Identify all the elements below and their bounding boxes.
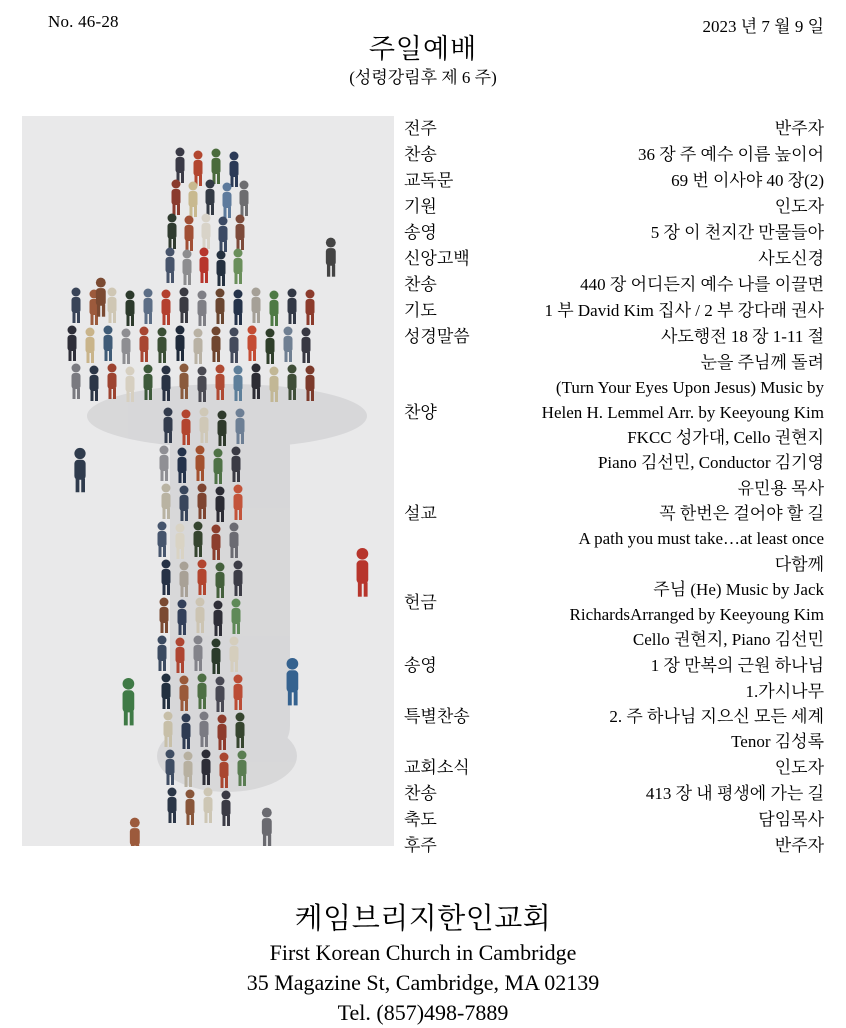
- order-label: 송영: [404, 656, 437, 675]
- order-value: 인도자: [774, 197, 824, 216]
- order-value-line: FKCC 성가대, Cello 권현지: [627, 428, 824, 447]
- order-value-line: Tenor 김성록: [731, 732, 824, 751]
- order-label: 찬송: [404, 784, 437, 803]
- order-row: [404, 220, 824, 245]
- order-value-line: A path you must take…at least once: [578, 529, 824, 548]
- order-value: 5 장 이 천지간 만물들아: [650, 223, 824, 242]
- order-row: [404, 324, 824, 349]
- order-label: 신앙고백: [404, 249, 470, 268]
- order-label: 전주: [404, 119, 437, 138]
- order-value-line: 꼭 한번은 걸어야 할 길: [659, 504, 824, 523]
- order-row: [404, 807, 824, 832]
- order-value: 69 번 이사야 40 장(2): [671, 171, 824, 190]
- order-row: [404, 142, 824, 167]
- order-label: 성경말씀: [404, 327, 470, 346]
- church-address: 35 Magazine St, Cambridge, MA 02139: [246, 970, 600, 995]
- order-value-line: 유민용 목사: [737, 479, 824, 498]
- order-value: 36 장 주 예수 이름 높이어: [637, 145, 824, 164]
- order-row: [404, 476, 824, 551]
- order-value-line: Piano 김선민, Conductor 김기영: [597, 453, 824, 472]
- order-label: 축도: [404, 810, 437, 829]
- order-label: 기원: [404, 197, 437, 216]
- bulletin-date: 2023 년 7 월 9 일: [702, 17, 824, 36]
- order-value-line: Cello 권현지, Piano 김선민: [632, 630, 824, 649]
- church-footer: [0, 900, 846, 1028]
- order-label: 기도: [404, 301, 437, 320]
- order-value: [445, 350, 824, 475]
- order-row: [404, 116, 824, 141]
- order-of-worship: [404, 116, 824, 859]
- order-value-line: (Turn Your Eyes Upon Jesus) Music by: [555, 378, 824, 397]
- order-label: 설교: [404, 504, 437, 523]
- order-label: 교독문: [404, 171, 454, 190]
- order-label: 찬양: [404, 403, 437, 422]
- order-row: [404, 246, 824, 271]
- page-title: 주일예배: [368, 34, 478, 64]
- order-value: [445, 476, 824, 551]
- order-label: 후주: [404, 836, 437, 855]
- order-value-line: 1.가시나무: [745, 682, 824, 701]
- order-row: [404, 298, 824, 323]
- order-value: 인도자: [774, 758, 824, 777]
- order-value: 반주자: [774, 836, 824, 855]
- order-row: [404, 552, 824, 652]
- order-row: [404, 272, 824, 297]
- issue-number: No. 46-28: [48, 12, 119, 31]
- order-value-line: RichardsArranged by Keeyoung Kim: [569, 605, 824, 624]
- page-subtitle: (성령강림후 제 6 주): [349, 68, 497, 87]
- order-label: 특별찬송: [404, 707, 470, 726]
- order-value: [445, 552, 824, 652]
- church-telephone: Tel. (857)498-7889: [337, 1000, 509, 1025]
- order-row: [404, 679, 824, 754]
- order-value: 사도행전 18 장 1-11 절: [660, 327, 824, 346]
- order-value: 1 부 David Kim 집사 / 2 부 강다래 권사: [544, 301, 824, 320]
- order-row: [404, 781, 824, 806]
- church-name-english: First Korean Church in Cambridge: [269, 940, 577, 965]
- order-value-line: 다함께: [774, 555, 824, 574]
- order-value-line: 주님 (He) Music by Jack: [653, 580, 824, 599]
- order-value: [478, 679, 824, 754]
- order-value-line: 2. 주 하나님 지으신 모든 세계: [609, 707, 824, 726]
- title-block: [0, 32, 846, 89]
- order-value: 반주자: [774, 119, 824, 138]
- header: [0, 12, 846, 34]
- order-value-line: Helen H. Lemmel Arr. by Keeyoung Kim: [541, 403, 824, 422]
- order-label: 찬송: [404, 275, 437, 294]
- church-name-korean: 케임브리지한인교회: [294, 903, 552, 935]
- order-label: 송영: [404, 223, 437, 242]
- cross-illustration: [22, 116, 394, 846]
- order-value-line: 눈을 주님께 돌려: [700, 353, 824, 372]
- order-row: [404, 653, 824, 678]
- order-row: [404, 194, 824, 219]
- order-row: [404, 833, 824, 858]
- order-row: [404, 755, 824, 780]
- order-row: [404, 168, 824, 193]
- order-value: 440 장 어디든지 예수 나를 이끌면: [580, 275, 824, 294]
- order-label: 찬송: [404, 145, 437, 164]
- crowd-cross-graphic: [22, 116, 394, 846]
- order-value: 사도신경: [758, 249, 824, 268]
- order-value: 1 장 만복의 근원 하나님: [650, 656, 824, 675]
- order-value: 담임목사: [758, 810, 824, 829]
- order-label: 교회소식: [404, 758, 470, 777]
- order-row: [404, 350, 824, 475]
- order-value: 413 장 내 평생에 가는 길: [645, 784, 824, 803]
- order-label: 헌금: [404, 592, 437, 612]
